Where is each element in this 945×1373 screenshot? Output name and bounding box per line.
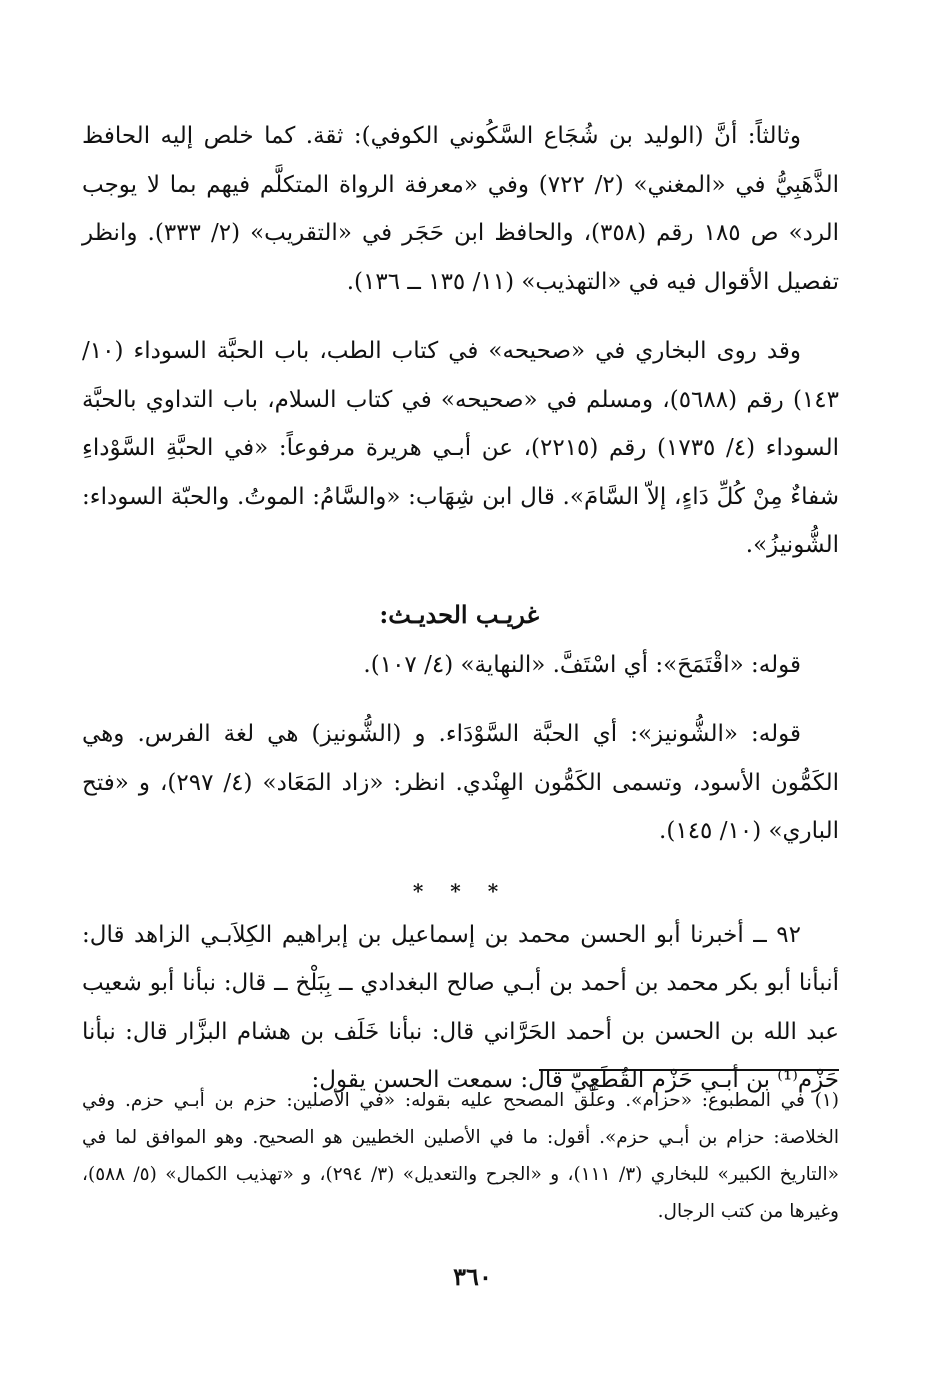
page-number: ٣٦٠ — [453, 1262, 492, 1291]
section-heading: غريـب الحديـث: — [379, 599, 539, 629]
gloss-shuniz: قوله: «الشُّونيز»: أي الحبَّة السَّوْدَاء. و (الشُّونيز) هي لغة الفرس. وهي الكَمُّون الأسود، وتسمى الكَمُّون الهِنْدي. انظر: «زاد المَعَاد» (٤/ ٢٩٧)، و «فتح الباري» (١٠/ ١٤٥). — [82, 721, 839, 844]
section-separator: * * * — [412, 878, 509, 903]
paragraph-bukhari-muslim: وقد روى البخاري في «صحيحه» في كتاب الطب، باب الحبَّة السوداء (١٠/ ١٤٣) رقم (٥٦٨٨)، ومسلم في «صحيحه» في كتاب السلام، باب التداوي بالحبَّة السوداء (٤/ ١٧٣٥) رقم (٢٢١٥)، عن أبـي هريرة مرفوعاً: «في الحبَّةِ السَّوْداءِ شفاءٌ مِنْ كُلِّ دَاءٍ، إلاّ السَّامَ». قال ابن شِهَاب: «والسَّامُ: الموتُ. والحبّة السوداء: الشُّونيزُ». — [82, 338, 839, 558]
footnote-1: (١) في المطبوع: «حزام». وعلَّق المصحح عليه بقوله: «في الأصلين: حزم بن أبـي حزم. وفي الخلاصة: حزام بن أبـي حزم». أقول: ما في الأصلين الخطيين هو الصحيح. وهو الموافق لما في «التاريخ الكبير» للبخاري (٣/ ١١١)، و «الجرح والتعديل» (٣/ ٢٩٤)، و «تهذيب الكمال» (٥/ ٥٨٨)، وغيرها من كتب الرجال. — [82, 1090, 839, 1222]
hadith-92-isnad: ٩٢ ــ أخبرنا أبو الحسن محمد بن إسماعيل بن إبراهيم الكِلاَبـي الزاهد قال: أنبأنا أبو بكر محمد بن أحمد بن أبـي صالح البغدادي ــ بِبَلْخ ــ قال: نبأنا أبو شعيب عبد الله بن الحسن بن أحمد الحَرَّاني قال: نبأنا خَلَف بن هشام البزَّار قال: نبأنا حَزْم⁽¹⁾ بن أبـي حَزْم القُطَعِيّ قال: سمعت الحسن يقول: — [82, 921, 839, 1093]
paragraph-narrator-note: وثالثاً: أنَّ (الوليد بن شُجَاع السَّكُوني الكوفي): ثقة. كما خلص إليه الحافظ الذَّهَبِيُّ في «المغني» (٢/ ٧٢٢) وفي «معرفة الرواة المتكلَّم فيهم بما لا يوجب الرد» ص ١٨٥ رقم (٣٥٨)، والحافظ ابن حَجَر في «التقريب» (٢/ ٣٣٣). وانظر تفصيل الأقوال فيه في «التهذيب» (١١/ ١٣٥ ــ ١٣٦). — [82, 123, 839, 295]
main-text — [82, 112, 839, 1126]
gloss-iqtamaha: قوله: «اقْتَمَحَ»: أي اسْتَفَّ. «النهاية» (٤/ ١٠٧). — [363, 651, 801, 678]
footnote-divider — [539, 1069, 839, 1071]
